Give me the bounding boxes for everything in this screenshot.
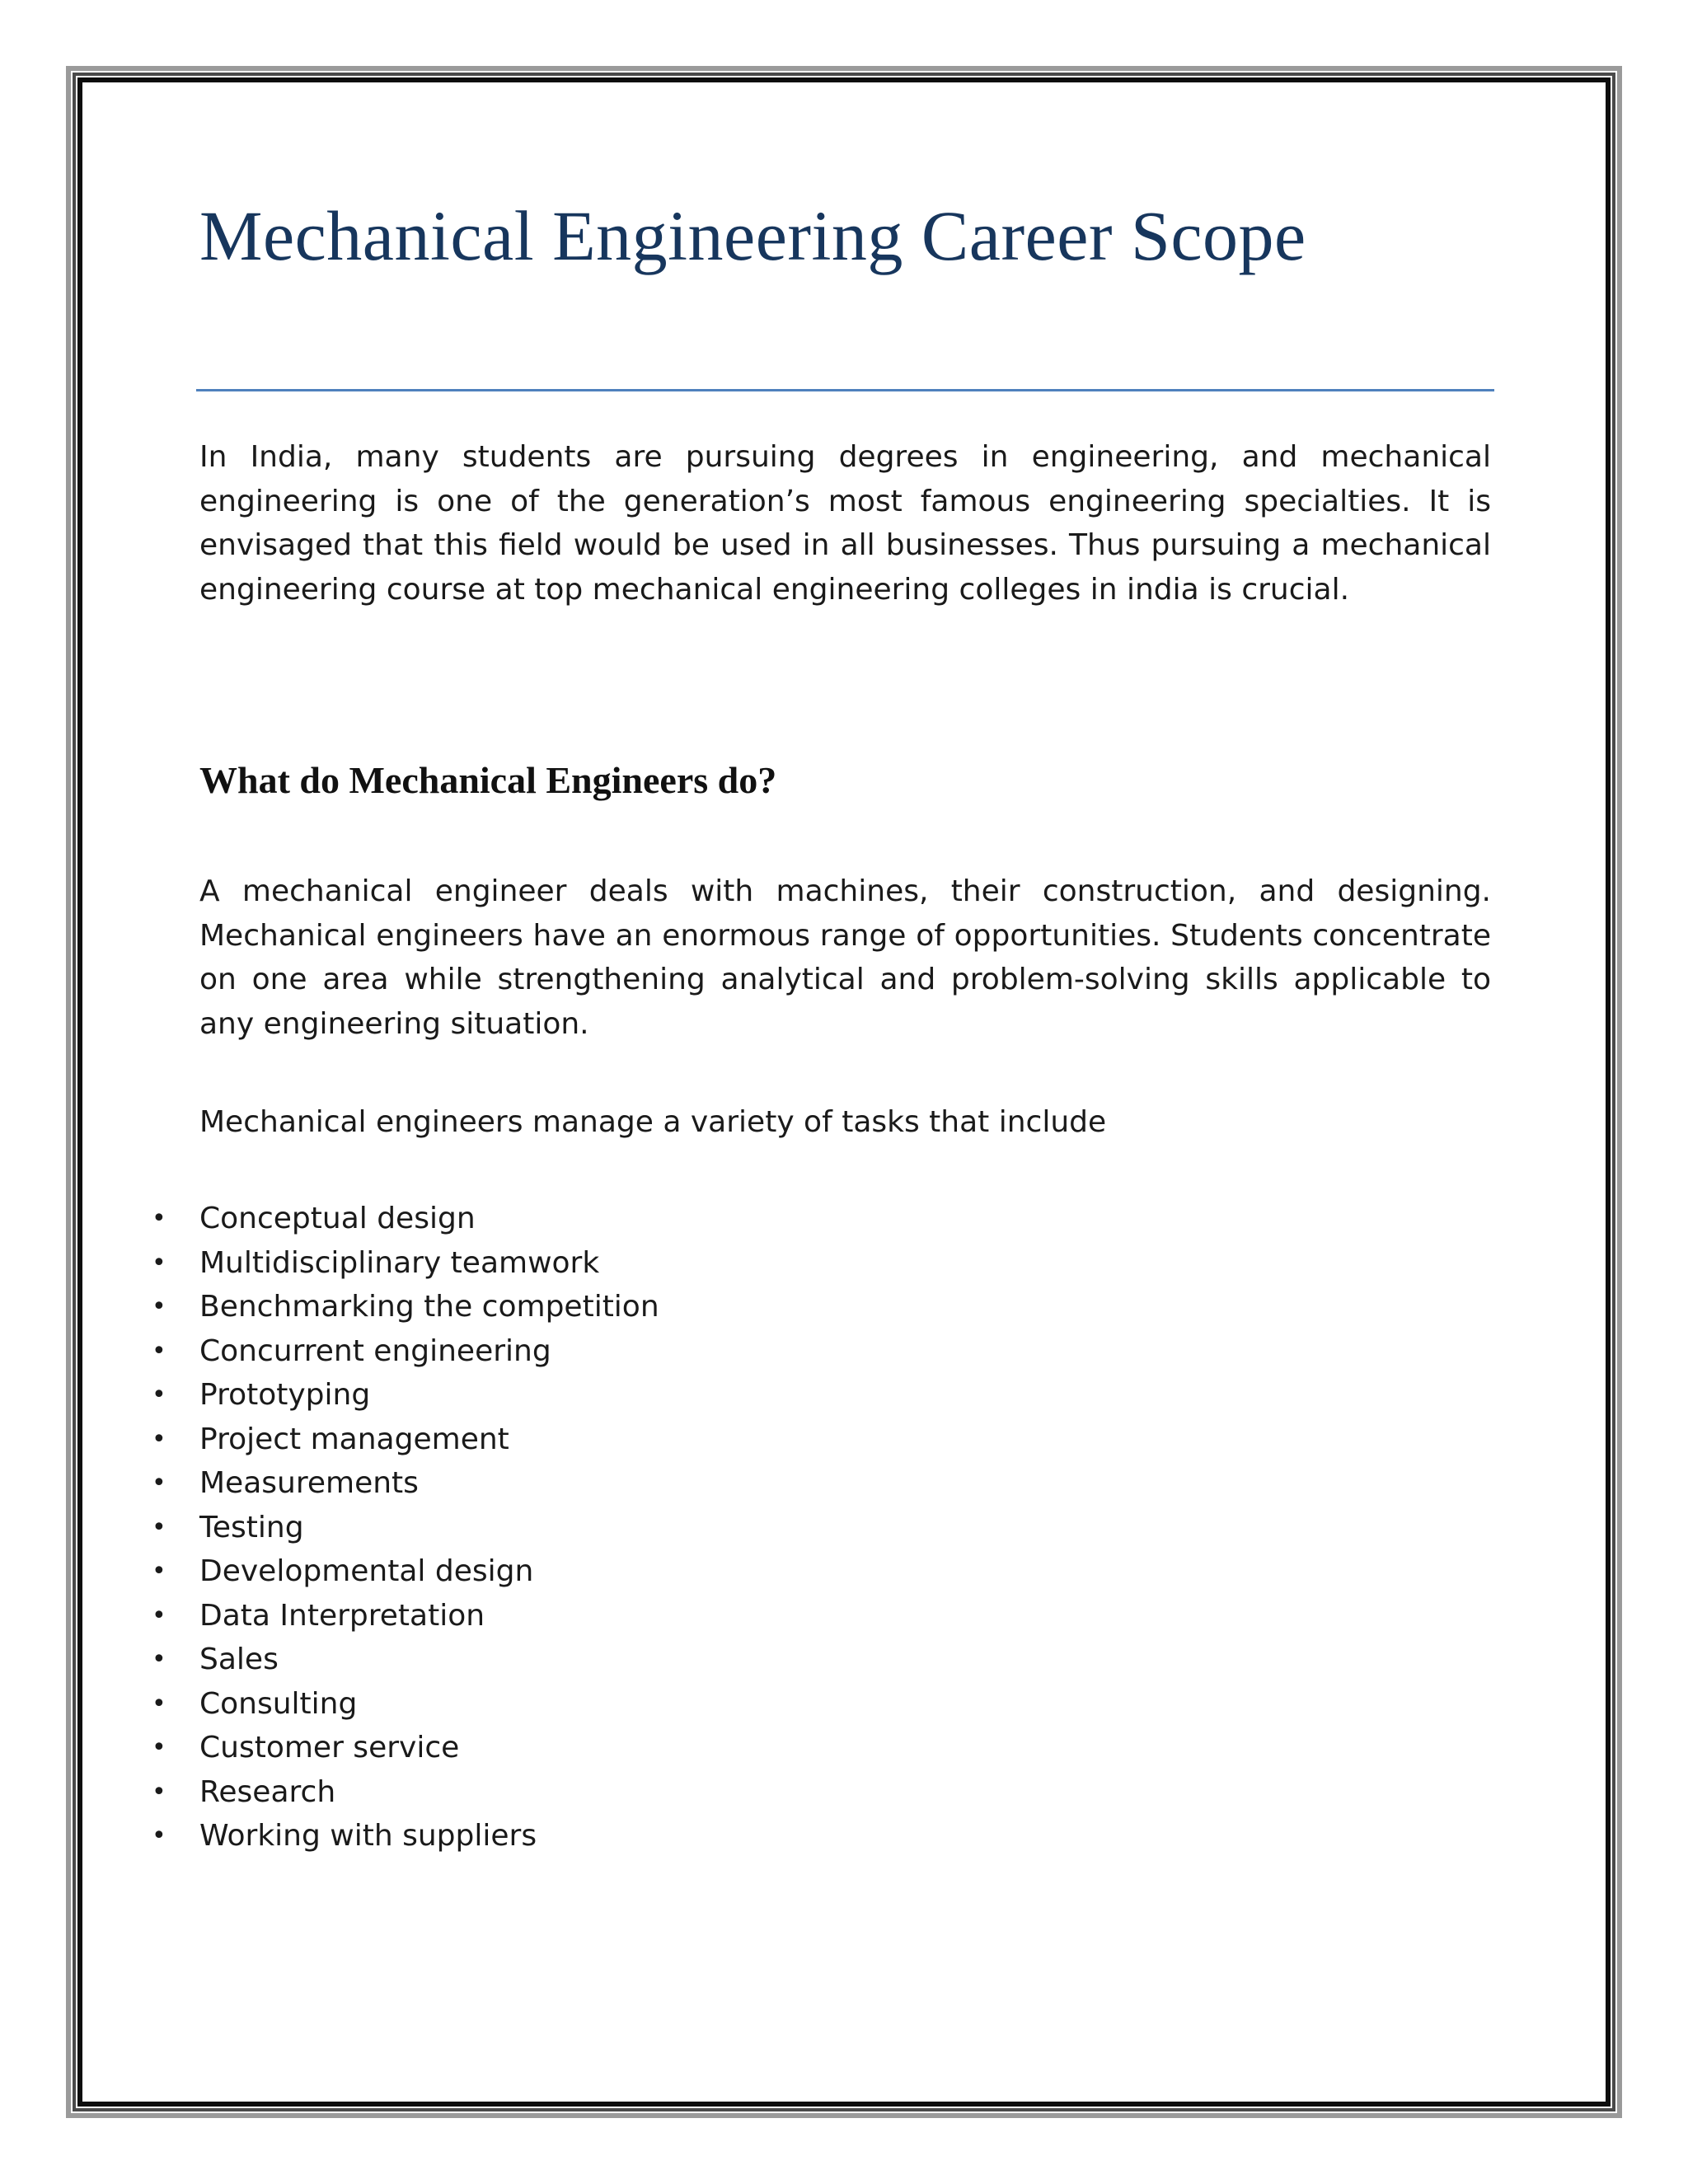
list-item-label: Developmental design: [199, 1554, 534, 1588]
list-item: [147, 1373, 659, 1418]
bullet-icon: •: [152, 1248, 166, 1277]
list-item: [147, 1682, 659, 1727]
list-item: [147, 1241, 659, 1286]
list-item: [147, 1814, 659, 1858]
bullet-icon: •: [152, 1292, 166, 1321]
list-item-label: Testing: [199, 1510, 304, 1544]
list-item-label: Prototyping: [199, 1378, 371, 1412]
list-item: [147, 1506, 659, 1550]
list-item: [147, 1594, 659, 1638]
list-item-label: Working with suppliers: [199, 1819, 537, 1853]
bullet-icon: •: [152, 1777, 166, 1807]
bullet-icon: •: [152, 1557, 166, 1586]
bullet-icon: •: [152, 1424, 166, 1454]
list-item: [147, 1638, 659, 1682]
list-item: [147, 1549, 659, 1594]
bullet-icon: •: [152, 1512, 166, 1542]
title-block: [199, 194, 1491, 279]
list-item-label: Benchmarking the competition: [199, 1290, 659, 1324]
list-item: [147, 1285, 659, 1329]
list-item: [147, 1329, 659, 1374]
list-item-label: Customer service: [199, 1731, 460, 1765]
bullet-icon: •: [152, 1821, 166, 1850]
list-item-label: Multidisciplinary teamwork: [199, 1245, 600, 1280]
bullet-icon: •: [152, 1336, 166, 1366]
section-paragraph: A mechanical engineer deals with machines, their construction, and designing. Mechanical engineers have an enormous range of opportunities. Students concentrate on one area while strengthening analytical and problem-solving skills applicable to any engineering situation.: [199, 874, 1491, 1041]
list-item-label: Data Interpretation: [199, 1598, 485, 1633]
bullet-icon: •: [152, 1380, 166, 1409]
list-item: [147, 1726, 659, 1770]
bullet-icon: •: [152, 1601, 166, 1630]
list-intro: Mechanical engineers manage a variety of tasks that include: [199, 1105, 1107, 1139]
list-item-label: Project management: [199, 1422, 509, 1456]
list-item-label: Research: [199, 1774, 336, 1809]
list-item: [147, 1418, 659, 1462]
bullet-icon: •: [152, 1645, 166, 1674]
list-item: [147, 1770, 659, 1815]
list-item-label: Consulting: [199, 1686, 358, 1721]
list-item-label: Concurrent engineering: [199, 1333, 551, 1368]
section-heading: What do Mechanical Engineers do?: [199, 759, 777, 801]
list-item: [147, 1461, 659, 1506]
task-list: [147, 1197, 659, 1858]
bullet-icon: •: [152, 1733, 166, 1762]
bullet-icon: •: [152, 1469, 166, 1497]
list-item-label: Conceptual design: [199, 1202, 476, 1235]
page-title: Mechanical Engineering Career Scope: [199, 196, 1306, 275]
list-item-label: Sales: [199, 1643, 279, 1676]
title-divider: [196, 389, 1494, 391]
list-item: [147, 1197, 659, 1241]
intro-paragraph: In India, many students are pursuing degrees in engineering, and mechanical engineering is one of the generation’s most famous engineering specialties. It is envisaged that this field would be used in all businesses. Thus pursuing a mechanical engineering course at top mechanical engineering colleges in india is crucial.: [199, 440, 1491, 607]
list-item-label: Measurements: [199, 1466, 419, 1500]
bullet-icon: •: [152, 1204, 166, 1233]
bullet-icon: •: [152, 1689, 166, 1718]
